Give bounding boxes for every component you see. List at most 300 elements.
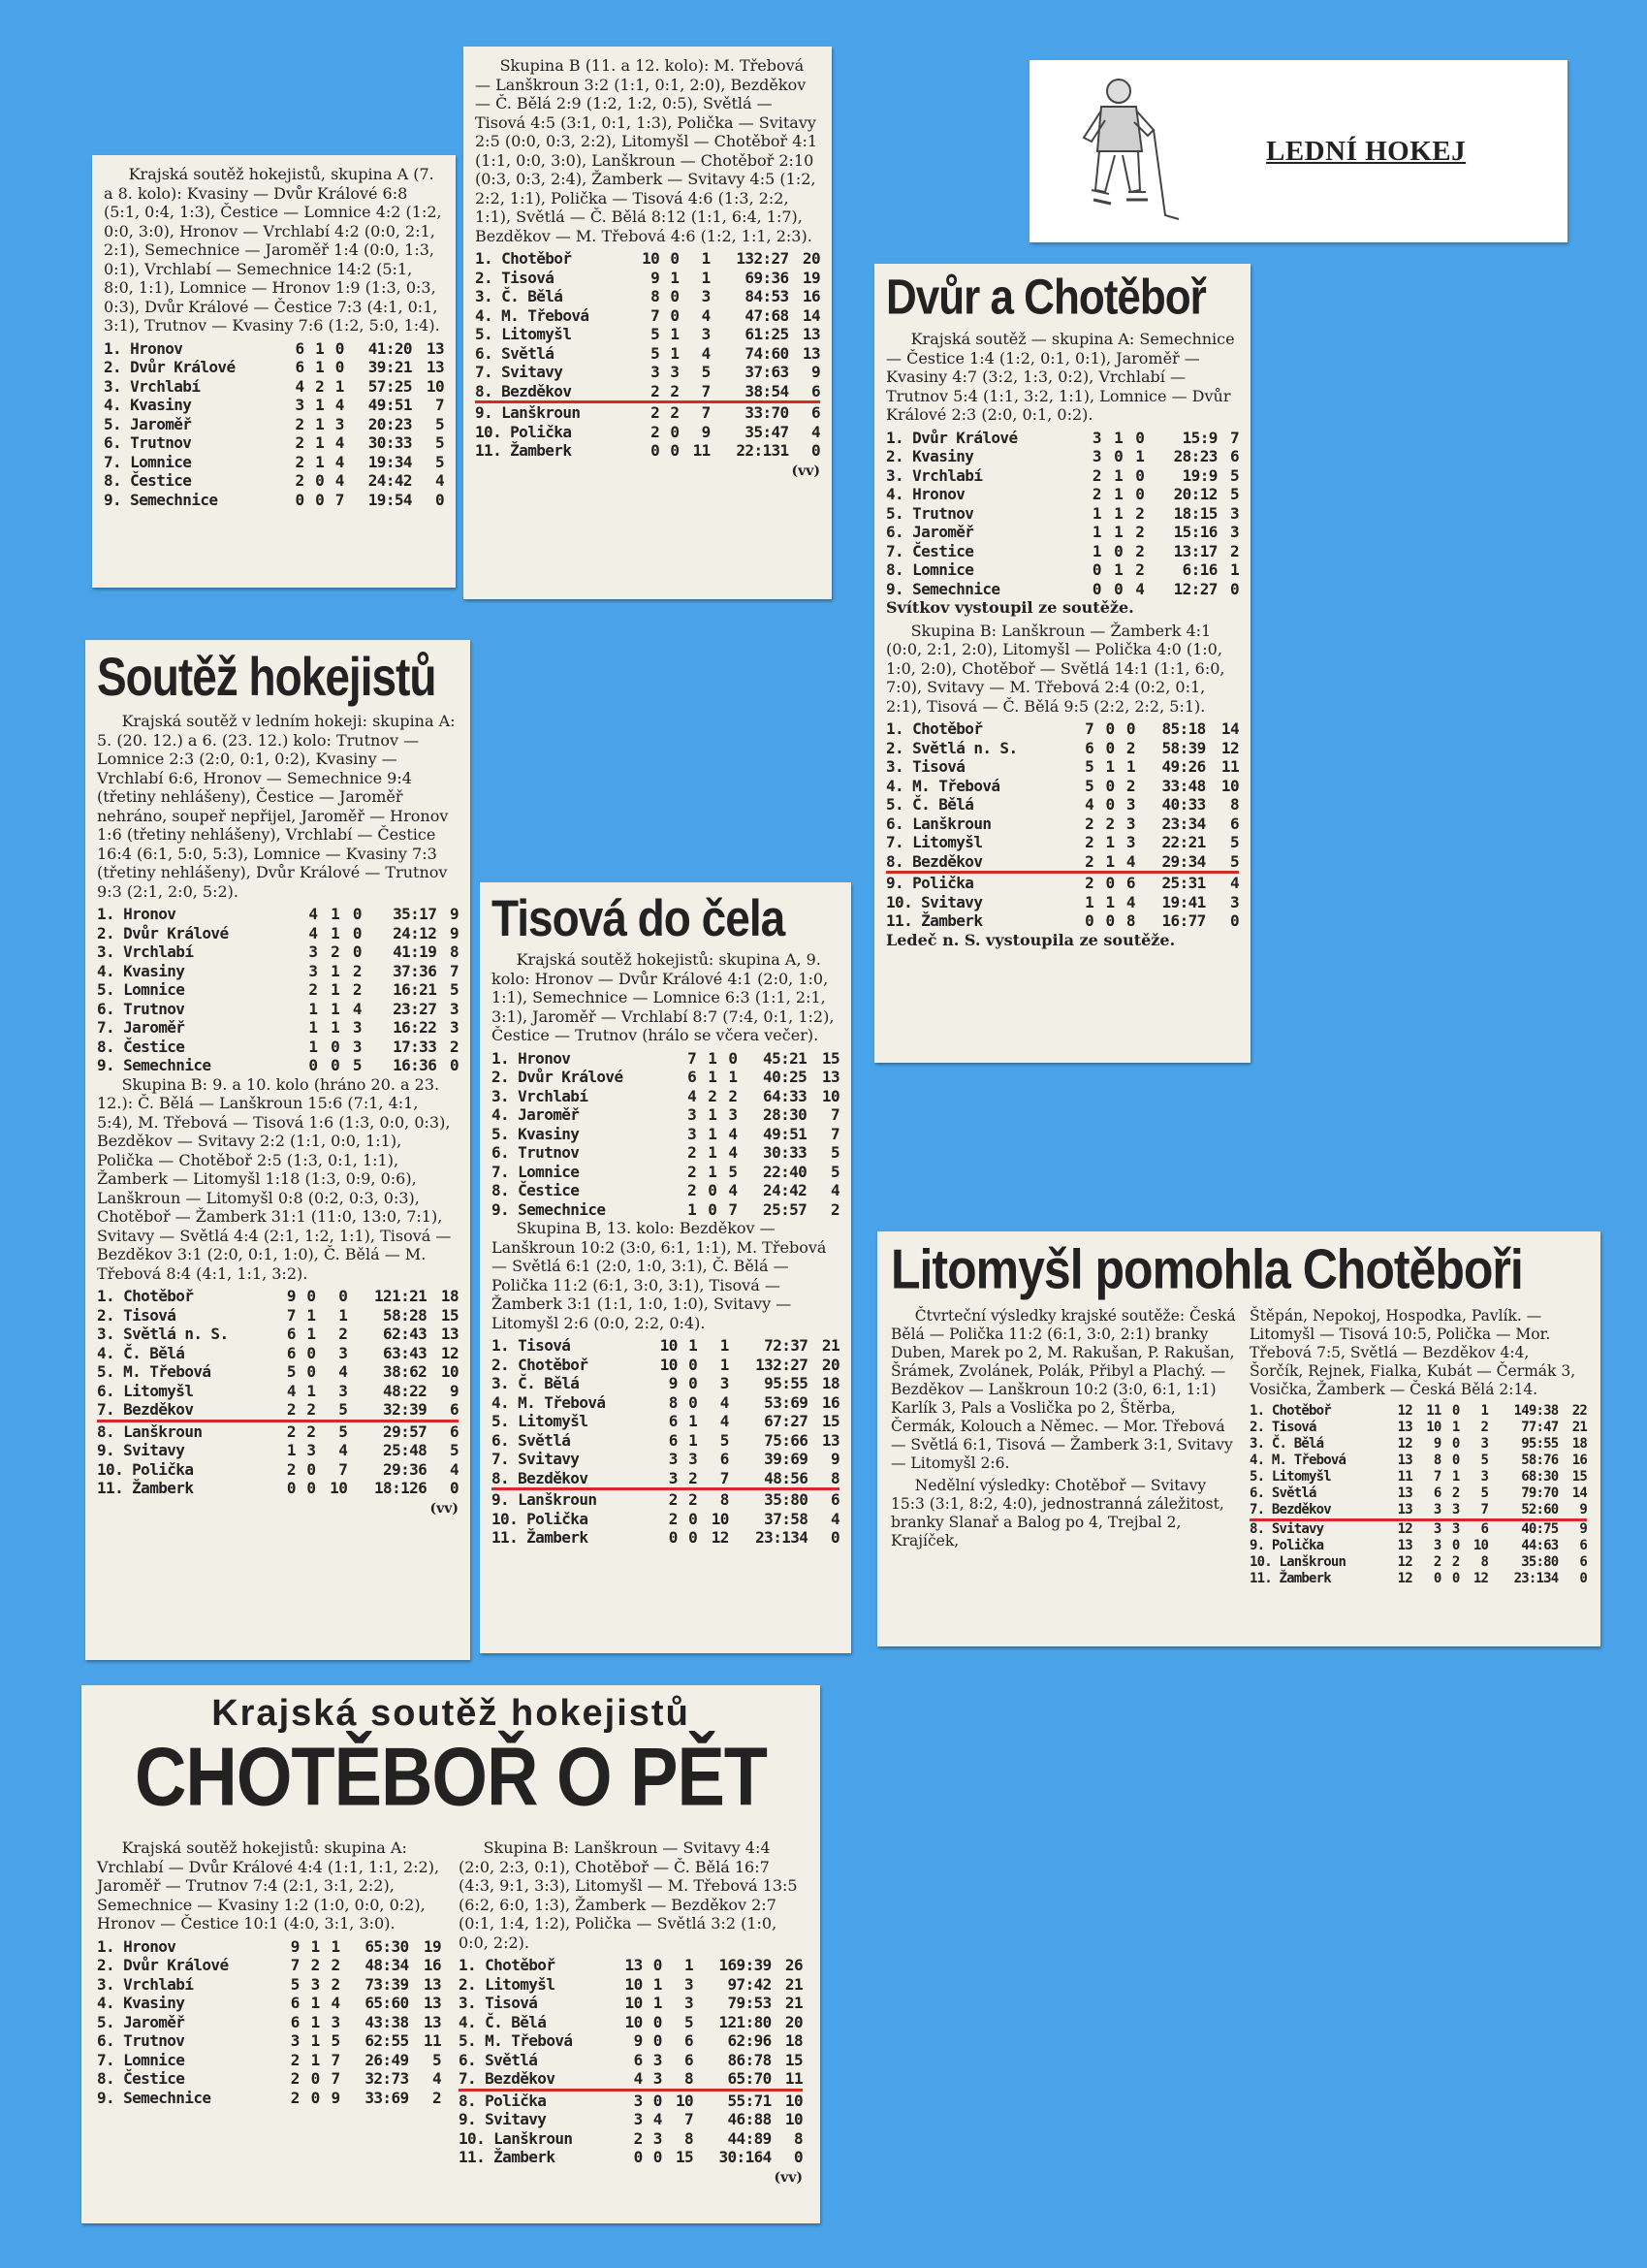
table-row [1250,1538,1587,1554]
table-cell: 52:60 [1488,1502,1558,1520]
table-cell: 0 [1105,874,1115,892]
table-cell: 1 [338,1305,348,1325]
table-cell: 2 [306,1421,316,1441]
team-name: 3. Vrchlabí [104,376,201,396]
table-cell: 3 [1451,1521,1460,1537]
table-cell: 1 [306,1381,316,1400]
table-cell: 1 [315,358,325,376]
table-cell: 1 [708,1143,717,1162]
table-cell: 1 [1092,503,1101,523]
team-name: 6. Jaroměř [886,523,974,541]
table-cell: 2 [678,1469,697,1489]
table-cell: 2 [331,942,340,961]
table-row [97,1937,441,1957]
table-cell: 0 [1579,1571,1587,1586]
table-cell: 1 [719,1355,729,1374]
table-cell: 2 [1085,833,1094,851]
table-cell: 9 [1558,1502,1587,1520]
table-row [886,852,1239,873]
table-cell: 2 [1451,1554,1460,1570]
table-cell: 10 [440,1362,459,1381]
table-cell: 5 [650,325,660,343]
table-cell: 30:164 [718,2148,772,2166]
headline: CHOTĚBOŘ O PĚT [134,1730,768,1824]
table-cell: 6 [1085,738,1094,757]
clipping-tisova-do-cela [480,882,851,1653]
table-cell: 2 [633,2128,643,2148]
team-name: 6. Trutnov [491,1143,580,1162]
table-cell: 0 [1092,579,1101,598]
team-name: 1. Hronov [97,1936,176,1956]
table-cell: 1 [310,2012,320,2031]
table-cell: 1 [1114,485,1124,503]
table-row [886,893,1239,912]
table-cell: 0 [1135,428,1145,447]
table-cell: 7 [683,2110,694,2128]
table-cell: 1 [670,325,680,343]
table-cell: 0 [1451,1538,1460,1553]
table-cell: 2 [1433,1554,1441,1570]
table-cell: 13 [821,1068,839,1086]
table-cell: 5 [431,2050,441,2069]
team-name: 6. Světlá [459,2050,538,2069]
table-cell: 4 [334,471,344,490]
table-cell: 13:17 [1173,541,1218,560]
table-cell: 6 [789,382,820,402]
table-row [491,1489,839,1510]
team-name: 11. Žamberk [475,441,572,460]
table-cell: 22:21 [1161,833,1206,851]
table-cell: 20:23 [367,414,412,433]
table-cell: 0 [331,1037,340,1056]
table-cell: 0 [308,1056,318,1074]
table-cell: 22:40 [763,1162,808,1181]
table-cell: 8 [793,2128,803,2148]
table-row [491,1105,839,1125]
table-cell: 1 [1105,892,1115,911]
table-cell: 7 [650,305,660,325]
table-row [459,2051,803,2070]
table-row [97,1421,459,1441]
table-cell: 169:39 [718,1956,772,1974]
table-cell: 3 [633,2091,643,2110]
table-cell: 121:21 [374,1287,428,1305]
table-cell: 48:22 [383,1381,428,1400]
table-cell: 0 [1135,465,1145,485]
table-cell: 16:36 [393,1056,437,1074]
table-row [475,382,820,402]
table-cell: 7 [728,1199,738,1219]
team-name: 5. Litomyšl [475,325,572,343]
table-cell: 14 [802,305,820,325]
table-cell: 65:30 [364,1936,409,1956]
table-cell: 11 [423,2031,441,2050]
table-cell: 4 [286,1381,296,1400]
table-cell: 48:34 [364,1956,409,1974]
table-row [1250,1554,1587,1571]
standings-table-group-b [97,1287,459,1498]
team-name: 1. Chotěboř [1250,1403,1331,1419]
table-cell: 7 [331,2050,340,2069]
table-cell: 32:39 [347,1400,427,1421]
table-cell: 10 [1426,1420,1441,1435]
table-cell: 7 [449,961,459,980]
table-cell: 3 [701,287,711,305]
table-cell: 12 [1397,1571,1412,1586]
table-cell: 2 [1085,874,1094,892]
team-name: 7. Lomnice [97,2050,185,2069]
table-cell: 13 [1397,1453,1412,1468]
clipping-dvur-a-chotebor [874,264,1251,1063]
table-cell: 0 [1433,1571,1441,1586]
table-cell: 6 [427,1400,459,1421]
table-cell: 0 [1229,911,1239,930]
table-cell: 0 [1125,719,1135,738]
table-cell: 3 [308,961,318,980]
table-cell: 3 [1480,1469,1489,1485]
table-cell: 7 [830,1124,839,1143]
team-name: 10. Polička [491,1509,588,1528]
table-cell: 7 [286,1305,296,1325]
table-cell: 8 [1229,795,1239,814]
article-text-b: Skupina B: Lanškroun — Žamberk 4:1 (0:0, 2:1, 2:0), Litomyšl — Polička 4:0 (1:0, 1:0, 2:0), Chotěboř — Světlá 14:1 (1:1, 6:0, 7:0), Svitavy — M. Třebová 2:4 (0:2, 0:1, 2:1), Tisová — Č. Bělá 9:5 (2:2, 2:2, 5:1). [886,621,1225,716]
table-cell: 0 [688,1392,698,1412]
table-row [97,1018,459,1038]
table-cell: 5 [1480,1485,1489,1501]
table-cell: 12 [1397,1436,1412,1452]
team-name: 6. Světlá [475,343,554,363]
table-cell: 15:9 [1182,428,1218,447]
table-cell: 63:43 [383,1343,428,1362]
table-cell: 10 [1220,776,1239,795]
table-cell: 47:68 [744,305,789,325]
table-cell: 2 [295,433,304,452]
table-cell: 79:53 [727,1994,772,2012]
table-cell: 9 [449,1381,459,1400]
table-cell: 0 [1114,447,1124,465]
team-name: 11. Žamberk [886,911,983,930]
team-name: 2. Dvůr Králové [491,1068,623,1086]
table-cell: 9 [449,905,459,923]
table-cell: 8 [449,942,459,961]
table-row [475,402,820,423]
table-cell: 13 [802,343,820,363]
article-text-b: Skupina B: Lanškroun — Svitavy 4:4 (2:0, 2:3, 0:1), Chotěboř — Č. Bělá 16:7 (4:3, 9:1, 3:3), Litomyšl — M. Třebová 13:5 (6:2, 6:0, 1:3), Žamberk — Bezděkov 2:7 (0:1, 1:4, 1:2), Polička — Světlá 3:2 (1:0, 0:0, 2:2). [459,1838,798,1952]
table-cell: 29:34 [1135,852,1206,873]
table-cell: 19:9 [1182,465,1218,485]
table-cell: 4 [719,1392,729,1412]
table-row [491,1163,839,1182]
team-name: 7. Jaroměř [97,1018,185,1037]
table-cell: 9 [633,2031,643,2050]
table-cell: 6 [668,1430,678,1450]
table-row [97,980,459,1000]
table-cell: 14 [1571,1485,1587,1501]
table-cell: 11 [1397,1469,1412,1485]
table-cell: 2 [338,1325,348,1343]
table-row [886,542,1239,561]
table-cell: 1 [1105,833,1115,851]
table-row [491,1510,839,1529]
table-cell: 1 [334,376,344,396]
page-title: LEDNÍ HOKEJ [1266,136,1467,167]
table-cell: 2 [310,1956,320,1974]
team-name: 9. Polička [1250,1538,1324,1553]
table-cell: 49:51 [763,1124,808,1143]
table-cell: 2 [352,980,362,999]
team-name: 9. Lanškroun [475,403,581,422]
table-cell: 6 [830,1490,839,1509]
table-row [1250,1485,1587,1502]
table-cell: 1 [310,2031,320,2050]
table-cell: 57:25 [367,376,412,396]
table-cell: 5 [290,1974,300,1994]
table-cell: 3 [338,1381,348,1400]
article-text: Čtvrteční výsledky krajské soutěže: Česká Bělá — Polička 11:2 (6:1, 3:0, 2:1) branky Duben, Marek po 2, M. Rakušan, P. Rakušan, Šrámek, Zvolánek, Polák, Přibyl a Plachý. — Bezděkov — Lanškroun 10:2 (3:0, 6:1, 1:1) Karlík 3, Pals a Voslička po 2, Štěrba, Čermák, Kolouch a Němec. — Mor. Třebová — Světlá 6:1, Tisová — Žamberk 3:1, Svitavy — Litomyšl 2:6. [891,1307,1236,1472]
team-name: 7. Bezděkov [459,2069,611,2090]
table-cell: 62:96 [727,2031,772,2050]
table-cell: 3 [1433,1521,1441,1537]
table-cell: 65:60 [364,1994,409,2012]
table-row [97,924,459,943]
table-cell: 21 [1571,1420,1587,1435]
table-cell: 5 [434,452,444,471]
team-name: 9. Semechnice [491,1199,606,1219]
table-row [886,873,1239,893]
table-cell: 0 [670,249,680,268]
table-cell: 43:38 [364,2012,409,2031]
table-cell: 5 [650,343,660,363]
team-name: 9. Lanškroun [491,1490,597,1509]
table-cell: 0 [1105,719,1115,738]
table-cell: 0 [670,441,680,460]
table-row [97,1460,459,1480]
team-name: 4. Kvasiny [97,1994,185,2012]
table-cell: 21 [821,1336,839,1355]
table-cell: 0 [352,923,362,942]
table-cell: 3 [646,1469,678,1489]
table-cell: 53:69 [764,1392,808,1412]
table-cell: 1 [308,999,318,1018]
table-cell: 1 [708,1105,717,1124]
table-cell: 3 [310,1974,320,1994]
table-cell: 132:27 [736,249,789,268]
article-text: Krajská soutěž hokejistů: skupina A: Vrchlabí — Dvůr Králové 4:4 (1:1, 1:1, 2:2), Jaroměř — Trutnov 7:4 (2:1, 3:1, 2:2), Semechnice — Kvasiny 1:2 (1:0, 0:0, 0:2), Hronov — Čestice 10:1 (4:0, 3:1, 3:0). [97,1838,440,1933]
table-cell: 7 [1085,719,1094,738]
table-cell: 40:25 [763,1068,808,1086]
team-name: 2. Dvůr Králové [97,923,229,942]
table-cell: 10 [784,2110,803,2128]
table-cell: 1 [728,1068,738,1086]
team-name: 8. Čestice [97,2069,185,2088]
table-cell: 6 [1229,447,1239,465]
team-name: 1. Chotěboř [475,249,572,268]
team-name: 6. Trutnov [97,999,185,1018]
author-signature: (vv) [429,1500,459,1517]
table-cell: 3 [306,1441,316,1459]
table-cell: 3 [449,1018,459,1037]
table-row [475,441,820,461]
team-name: 8. Čestice [97,1037,185,1056]
table-cell: 6 [683,2050,694,2069]
table-cell: 4 [701,343,711,363]
table-cell: 1 [308,1037,318,1056]
team-name: 8. Lanškroun [97,1421,203,1441]
table-cell: 0 [306,1343,316,1362]
table-cell: 5 [434,414,444,433]
table-cell: 16 [423,1956,441,1974]
table-cell: 1 [331,1936,340,1956]
table-cell: 2 [1092,465,1101,485]
table-row [97,942,459,962]
table-row [475,287,820,306]
team-name: 4. M. Třebová [886,776,1000,795]
table-cell: 6 [286,1343,296,1362]
table-cell: 3 [1092,447,1101,465]
note-text: Svítkov vystoupil ze soutěže. [886,598,1134,617]
table-row [459,2110,803,2129]
table-cell: 2 [1085,814,1094,833]
team-name: 5. Jaroměř [97,2012,185,2031]
table-cell: 3 [352,1037,362,1056]
table-cell: 10 [426,376,444,396]
table-cell: 7 [290,1956,300,1974]
table-cell: 3 [334,414,344,433]
table-cell: 1 [1114,428,1124,447]
standings-table-group-a [886,429,1239,599]
table-cell: 37:58 [764,1509,808,1528]
table-cell: 95:55 [764,1374,808,1392]
team-name: 9. Semechnice [97,1056,211,1074]
table-cell: 0 [652,2091,662,2110]
table-cell: 4 [334,396,344,414]
team-name: 5. Č. Bělá [886,795,974,814]
table-cell: 5 [338,1421,348,1441]
headline: Tisová do čela [491,888,785,947]
table-cell: 0 [668,1528,678,1547]
table-cell: 2 [449,1037,459,1056]
table-cell: 12:27 [1173,579,1218,598]
table-cell: 19:41 [1161,892,1206,911]
table-cell: 1 [331,1018,340,1037]
table-cell: 6 [633,2050,643,2069]
table-cell: 3 [338,1343,348,1362]
team-name: 4. Č. Bělá [97,1343,185,1362]
table-cell: 2 [650,403,660,422]
table-cell: 3 [449,999,459,1018]
table-row [886,719,1239,739]
table-cell: 0 [352,905,362,923]
table-cell: 7 [701,403,711,422]
team-name: 9. Semechnice [886,579,1000,598]
note-text: Ledeč n. S. vystoupila ze soutěže. [886,930,1176,949]
table-row [475,269,820,288]
table-cell: 0 [334,338,344,358]
team-name: 5. Kvasiny [491,1124,580,1143]
table-row [459,2031,803,2051]
table-cell: 2 [728,1086,738,1105]
table-cell: 3 [633,2110,643,2128]
table-cell: 4 [338,1362,348,1381]
table-cell: 0 [652,2031,662,2050]
table-cell: 33:48 [1161,776,1206,795]
table-row [491,1412,839,1431]
table-cell: 35:47 [744,422,789,441]
table-cell: 3 [1125,833,1135,851]
table-cell: 79:70 [1521,1485,1559,1501]
table-row [459,2090,803,2110]
table-cell: 0 [688,1374,698,1392]
clipping-group-a-rounds-7-8 [92,155,456,588]
table-cell: 0 [650,441,660,460]
table-cell: 7 [334,490,344,509]
table-cell: 0 [652,1956,662,1974]
table-row [886,447,1239,466]
table-row [1250,1571,1587,1587]
table-cell: 22 [1571,1403,1587,1419]
table-cell: 4 [295,376,304,396]
table-cell: 2 [275,1400,295,1421]
table-row [491,1393,839,1413]
table-row [491,1374,839,1393]
table-cell: 8 [668,1392,678,1412]
table-cell: 0 [652,2012,662,2031]
table-cell: 40:75 [1521,1521,1559,1537]
table-cell: 35:17 [393,905,437,923]
table-row [97,1056,459,1075]
table-cell: 64:33 [763,1086,808,1105]
team-name: 5. Jaroměř [104,414,192,433]
table-cell: 40:33 [1161,795,1206,814]
table-cell: 4 [810,422,820,441]
table-cell: 2 [1451,1485,1460,1501]
table-cell: 1 [331,923,340,942]
table-cell: 8 [808,1469,839,1489]
author-signature: (vv) [774,2169,803,2186]
team-name: 9. Polička [886,874,974,892]
table-cell: 85:18 [1161,719,1206,738]
table-cell: 13 [423,1974,441,1994]
table-cell: 10 [821,1086,839,1105]
kicker: Krajská soutěž hokejistů [211,1693,690,1734]
table-cell: 2 [431,2088,441,2107]
table-cell: 9 [331,2088,340,2107]
table-cell: 1 [652,1994,662,2012]
table-cell: 1 [670,268,680,287]
table-row [97,962,459,981]
table-cell: 3 [290,2031,300,2050]
table-cell: 5 [830,1143,839,1162]
table-row [459,2069,803,2090]
table-cell: 74:60 [744,343,789,363]
table-cell: 0 [670,305,680,325]
team-name: 5. Trutnov [886,503,974,523]
team-name: 7. Svitavy [491,1450,580,1468]
table-cell: 1 [701,268,711,287]
table-cell: 0 [670,287,680,305]
team-name: 10. Polička [97,1459,194,1479]
table-cell: 12 [1397,1554,1412,1570]
table-row [459,1956,803,1975]
table-cell: 2 [628,382,659,402]
table-row [97,1441,459,1460]
team-name: 7. Svitavy [475,363,563,381]
table-cell: 49:51 [367,396,412,414]
table-row [97,2069,441,2089]
table-cell: 84:53 [744,287,789,305]
table-cell: 20:12 [1173,485,1218,503]
table-cell: 5 [701,363,711,381]
